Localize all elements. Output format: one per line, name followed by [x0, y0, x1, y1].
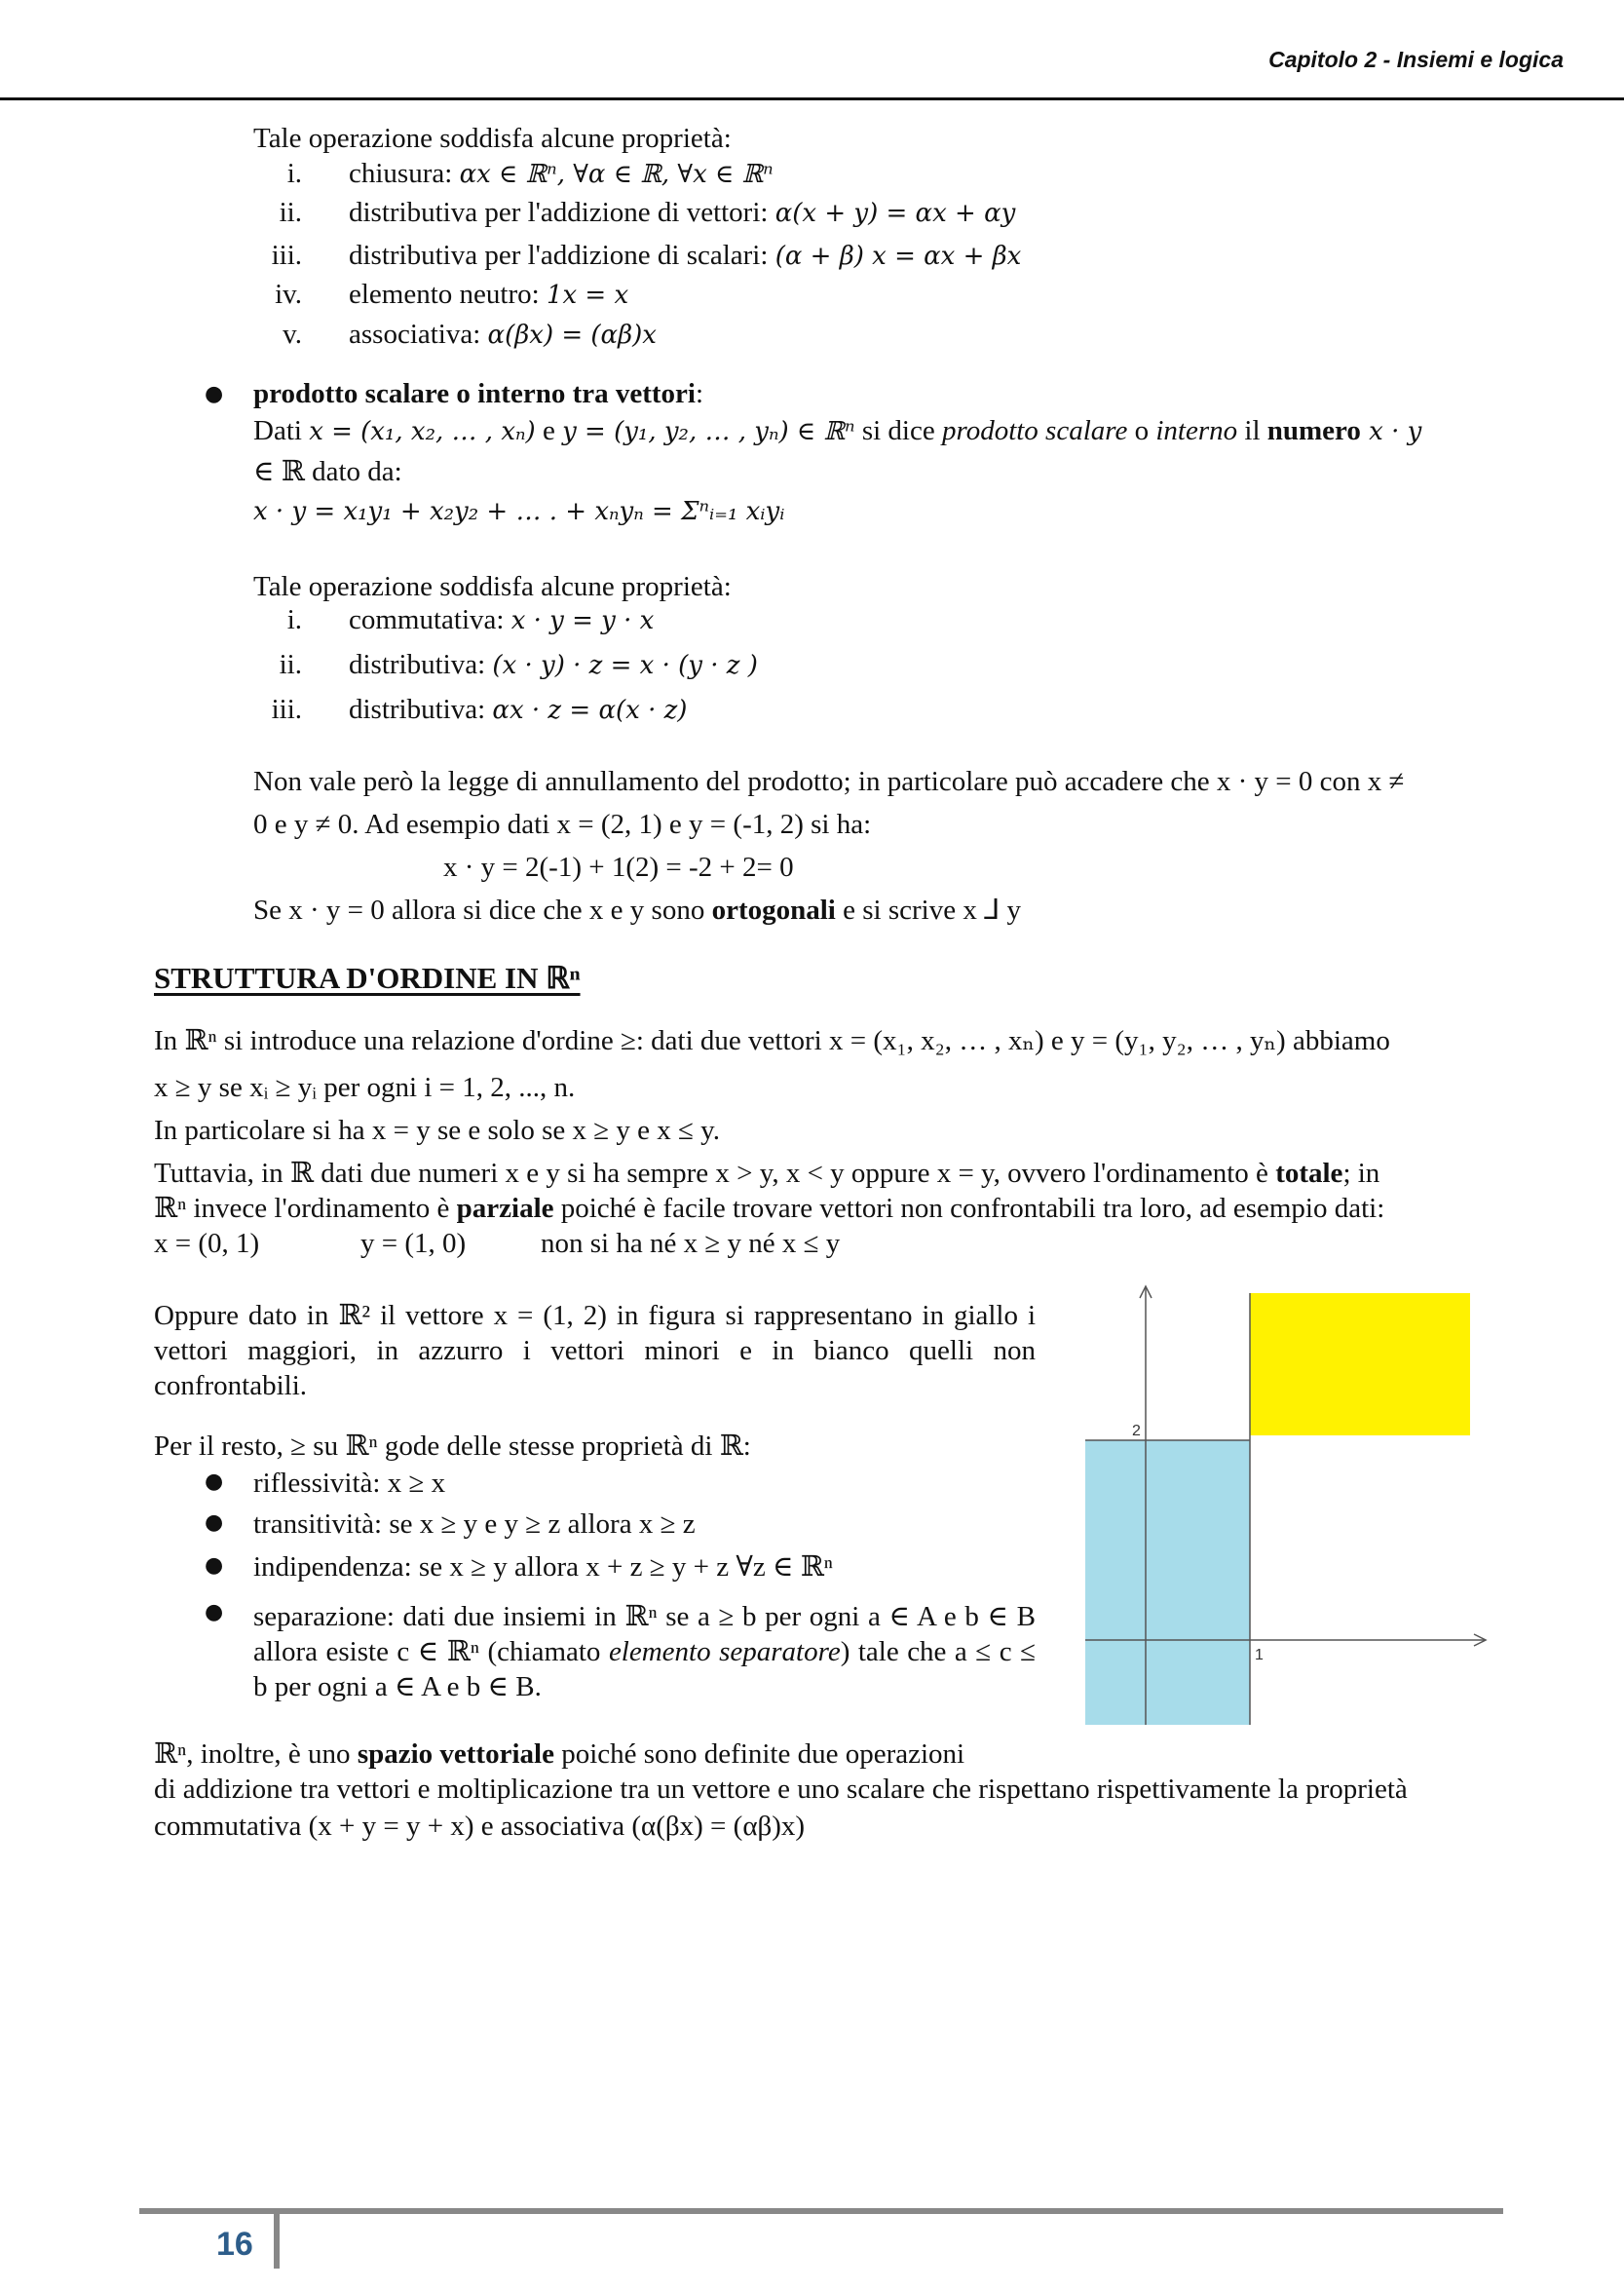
block2-num-1: i. — [286, 604, 302, 635]
bold: ortogonali — [711, 895, 836, 926]
text: poiché sono definite due operazioni — [553, 1738, 965, 1770]
emph: elemento separatore — [608, 1636, 841, 1667]
axis-label-x-1: 1 — [1255, 1647, 1264, 1663]
vs-line1 — [154, 1740, 964, 1769]
block2-num-3: iii. — [271, 694, 302, 725]
lesser-region — [1085, 1440, 1250, 1725]
formula-xy: x · y — [1360, 417, 1422, 446]
bullet-icon: ● — [205, 1469, 224, 1494]
text: Se x · y = 0 allora si dice che x e y sono — [253, 895, 712, 926]
item-label: distributiva: — [349, 649, 493, 680]
vs-line2: di addizione tra vettori e moltiplicazione tra un vettore e uno scalare che rispettano rispettivamente la proprietà — [154, 1774, 1408, 1805]
block2-intro: Tale operazione soddisfa alcune proprietà: — [253, 571, 732, 602]
item-label: distributiva: — [349, 694, 493, 725]
text: ℝⁿ invece l'ordinamento è — [154, 1193, 457, 1224]
annul-line1: Non vale però la legge di annullamento del prodotto; in particolare può accadere che x · y = 0 con x ≠ — [253, 766, 1405, 797]
chapter-title: Capitolo 2 - Insiemi e logica — [1268, 47, 1564, 72]
item-label: elemento neutro: — [349, 279, 547, 310]
text: ℝⁿ, inoltre, è uno — [154, 1738, 358, 1770]
item-formula: α(x + y) = αx + αy — [774, 199, 1016, 228]
block1-num-3: iii. — [271, 240, 302, 271]
bullet-icon: ● — [205, 382, 224, 406]
order-figure — [1072, 1281, 1491, 1739]
item-formula: x · y = y · x — [510, 606, 655, 635]
block1-item-4 — [349, 281, 628, 309]
text: e — [535, 415, 563, 446]
item-label: distributiva per l'addizione di scalari: — [349, 240, 775, 271]
page-number: 16 — [216, 2226, 253, 2263]
footer-rule — [139, 2208, 1503, 2214]
item-formula: αx ∈ ℝⁿ, ∀α ∈ ℝ, ∀x ∈ ℝⁿ — [459, 160, 774, 189]
order-line1: In ℝⁿ si introduce una relazione d'ordine ≥: dati due vettori x = (x₁, x₂, … , xₙ) e y = (y₁, y₂, … , yₙ) abbiamo — [154, 1025, 1390, 1056]
formula-x: x = (x₁, x₂, … , xₙ) — [309, 417, 536, 446]
greater-region — [1250, 1293, 1470, 1435]
item-label: commutativa: — [349, 604, 511, 635]
bullet-icon: ● — [205, 1553, 224, 1578]
item-formula: αx · z = α(x · z) — [492, 696, 688, 725]
block1-num-1: i. — [286, 158, 302, 189]
scalar-line1 — [253, 417, 1421, 445]
scalar-line2: ∈ ℝ dato da: — [253, 456, 402, 487]
item-label: distributiva per l'addizione di vettori: — [349, 197, 775, 228]
text: ) tale che a ≤ c ≤ b per ogni a ∈ A e b ∈ B. — [253, 1636, 1036, 1702]
order-line6-c: non si ha né x ≥ y né x ≤ y — [541, 1228, 841, 1259]
scalar-title-line — [253, 380, 703, 408]
props-item-1: riflessività: x ≥ x — [253, 1468, 446, 1499]
text: poiché è facile trovare vettori non confrontabili tra loro, ad esempio dati: — [553, 1193, 1385, 1224]
text: separazione: dati due insiemi in ℝⁿ se a ≥ b per ogni a ∈ A e b ∈ B allora esiste c ∈ ℝⁿ (chiamato — [253, 1601, 1036, 1667]
item-formula: (x · y) · z = x · (y · z ) — [492, 651, 758, 680]
header-rule — [0, 97, 1624, 100]
block1-item-2 — [349, 199, 1015, 227]
block1-item-5 — [349, 321, 657, 349]
annul-line2: 0 e y ≠ 0. Ad esempio dati x = (2, 1) e y = (-1, 2) si ha: — [253, 809, 872, 840]
text: Tuttavia, in ℝ dati due numeri x e y si ha sempre x > y, x < y oppure x = y, ovvero l'ordinamento è — [154, 1158, 1276, 1189]
text: e si scrive x ⅃ y — [835, 895, 1021, 926]
bold: parziale — [456, 1193, 554, 1224]
scalar-colon: : — [695, 378, 704, 409]
props-intro: Per il resto, ≥ su ℝⁿ gode delle stesse proprietà di ℝ: — [154, 1431, 751, 1462]
figure-paragraph: Oppure dato in ℝ² il vettore x = (1, 2) in figura si rappresentano in giallo i vettori maggiori, in azzurro i vettori minori e in bianco quelli non confrontabili. — [154, 1300, 1036, 1401]
text: si dice — [854, 415, 942, 446]
props-item-2: transitività: se x ≥ y e y ≥ z allora x ≥ z — [253, 1508, 696, 1540]
vs-line3: commutativa (x + y = y + x) e associativa (α(βx) = (αβ)x) — [154, 1811, 806, 1842]
scalar-formula: x · y = x₁y₁ + x₂y₂ + … . + xₙyₙ = Σⁿᵢ₌₁ xᵢyᵢ — [253, 497, 785, 526]
block2-num-2: ii. — [279, 649, 302, 680]
props-separation — [253, 1599, 1036, 1704]
bullet-icon: ● — [205, 1600, 224, 1624]
order-line6-y: y = (1, 0) — [360, 1228, 467, 1259]
text: Dati — [253, 415, 310, 446]
text: o — [1127, 415, 1156, 446]
emph: prodotto scalare — [941, 415, 1128, 446]
item-formula: α(βx) = (αβ)x — [487, 321, 657, 350]
item-formula: (α + β) x = αx + βx — [774, 242, 1022, 271]
page-header — [0, 0, 1624, 99]
block1-item-3 — [349, 242, 1021, 270]
block2-item-3 — [349, 696, 687, 724]
formula-y: y = (y₁, y₂, … , yₙ) ∈ ℝⁿ — [562, 417, 855, 446]
text: ; in — [1342, 1158, 1380, 1189]
block1-num-2: ii. — [279, 197, 302, 228]
bold: spazio vettoriale — [357, 1738, 554, 1770]
block2-item-1 — [349, 606, 654, 634]
order-line4 — [154, 1160, 1379, 1188]
annul-line3: x · y = 2(-1) + 1(2) = -2 + 2= 0 — [443, 852, 794, 883]
annul-line4 — [253, 897, 1021, 925]
item-label: chiusura: — [349, 158, 460, 189]
block2-item-2 — [349, 651, 758, 679]
order-line5 — [154, 1195, 1384, 1223]
block1-intro: Tale operazione soddisfa alcune proprietà: — [253, 123, 732, 154]
item-formula: 1x = x — [546, 281, 629, 310]
scalar-title: prodotto scalare o interno tra vettori — [253, 378, 696, 409]
footer-divider — [274, 2208, 280, 2269]
bold: numero — [1266, 415, 1361, 446]
order-line2: x ≥ y se xᵢ ≥ yᵢ per ogni i = 1, 2, ..., n. — [154, 1072, 576, 1103]
props-item-3: indipendenza: se x ≥ y allora x + z ≥ y + z ∀z ∈ ℝⁿ — [253, 1551, 833, 1583]
block1-item-1 — [349, 160, 774, 188]
bullet-icon: ● — [205, 1510, 224, 1535]
emph: interno — [1155, 415, 1238, 446]
item-label: associativa: — [349, 319, 488, 350]
section-title: STRUTTURA D'ORDINE IN ℝⁿ — [154, 961, 581, 995]
bold: totale — [1275, 1158, 1343, 1189]
block1-num-4: iv. — [275, 279, 302, 310]
order-line6-x: x = (0, 1) — [154, 1228, 260, 1259]
axis-label-y-2: 2 — [1132, 1423, 1141, 1439]
order-line3: In particolare si ha x = y se e solo se x ≥ y e x ≤ y. — [154, 1115, 721, 1146]
text: il — [1237, 415, 1267, 446]
block1-num-5: v. — [283, 319, 302, 350]
